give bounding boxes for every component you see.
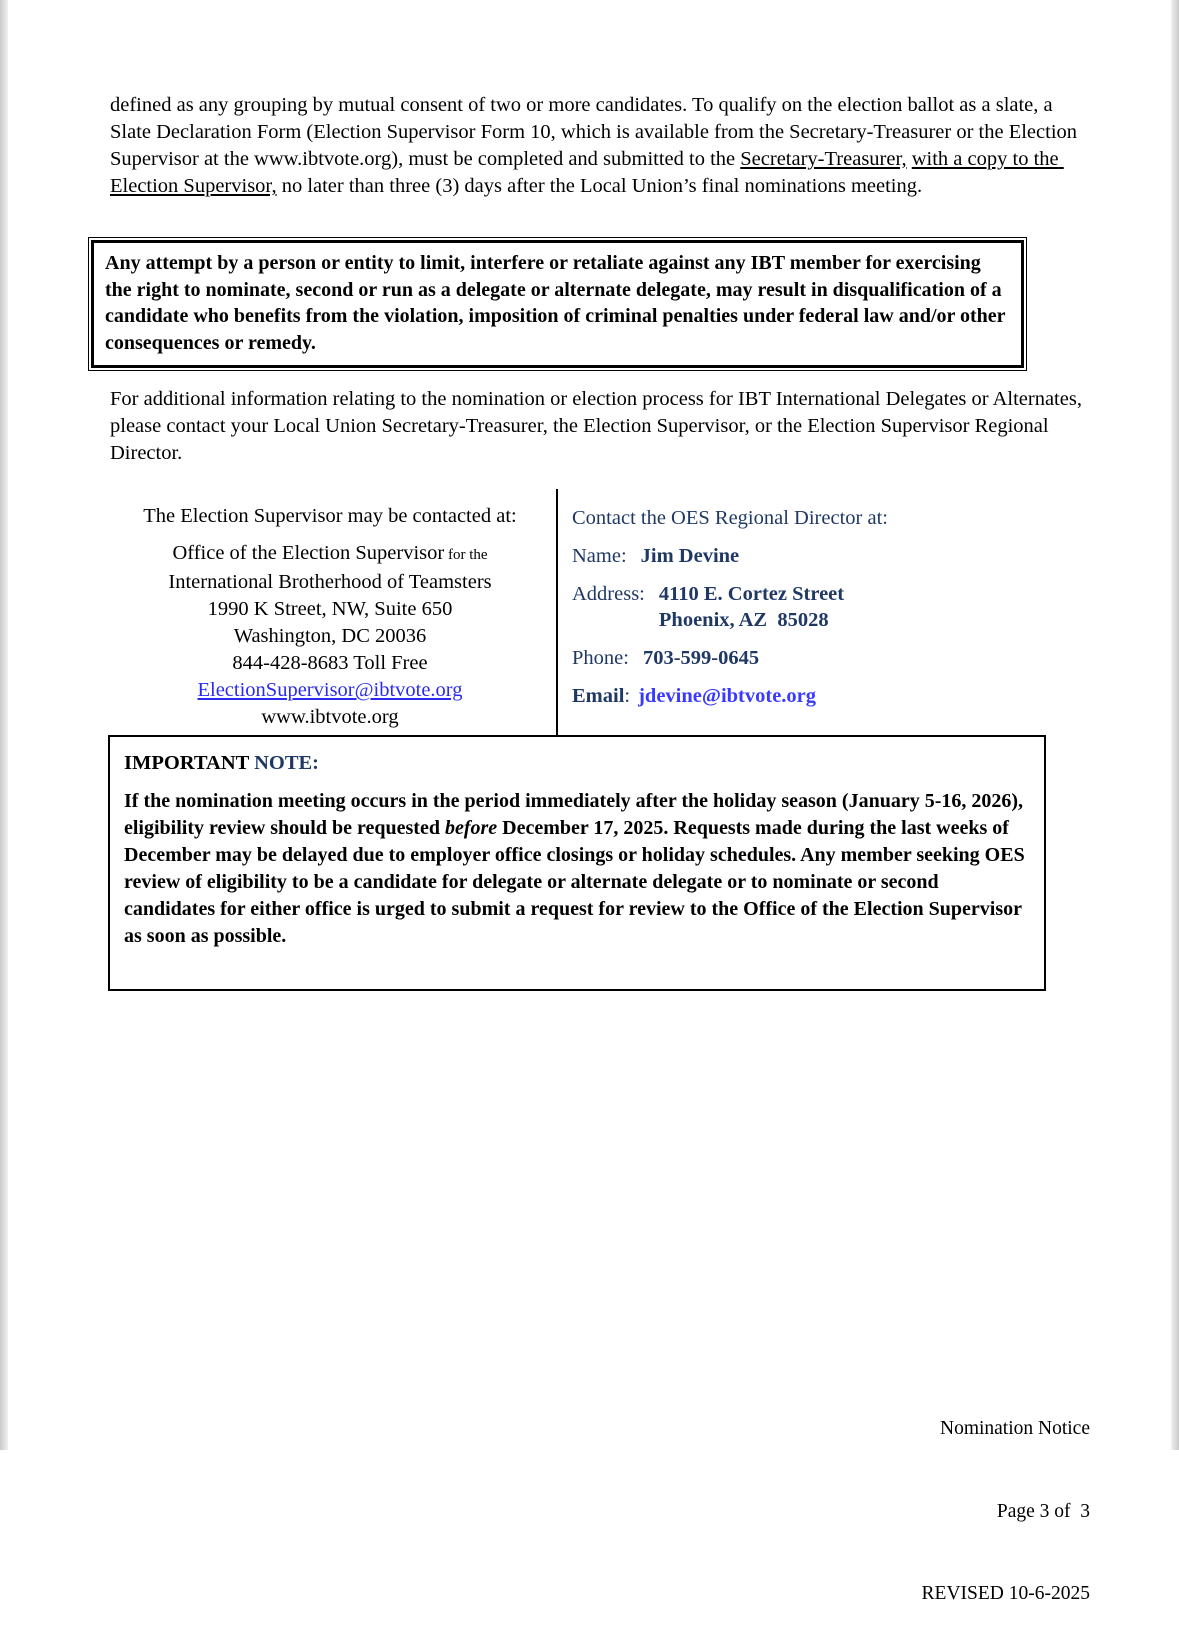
important-note-heading-navy: NOTE:: [248, 752, 320, 774]
contact-left-website: www.ibtvote.org: [261, 706, 399, 728]
contact-left-office-line: [112, 540, 548, 569]
contact-left-street: 1990 K Street, NW, Suite 650: [207, 598, 453, 620]
contact-left-org: International Brotherhood of Teamsters: [168, 571, 492, 593]
additional-info-paragraph: For additional information relating to the nomination or election process for IBT International Delegates or Alternates, please contact your Local Union Secretary-Treasurer, the Election Supervisor, or the Election Supervisor Regional Director.: [110, 388, 1088, 464]
footer-document-title: Nomination Notice: [939, 1418, 1090, 1439]
page-edge-left: [0, 0, 8, 1450]
office-name: Office of the Election Supervisor: [172, 542, 445, 564]
note-body-1: If the nomination meeting occurs in the period immediately after the holiday season (January 5-16, 2026), eligibility review should be requested: [124, 790, 1029, 839]
office-for-the: for the: [444, 547, 488, 563]
address-line-2: Phoenix, AZ 85028: [658, 609, 829, 631]
name-value: Jim Devine: [640, 545, 740, 567]
retaliation-warning-text: Any attempt by a person or entity to limit, interfere or retaliate against any IBT member for exercising the right to nominate, second or run as a delegate or alternate delegate, may result in disqualification of a candidate who benefits from the violation, imposition of criminal penalties under federal law and/or other consequences or remedy.: [91, 240, 1024, 368]
page-edge-right: [1171, 0, 1179, 1450]
phone-value: 703-599-0645: [642, 647, 760, 669]
contact-columns-divider: [556, 489, 558, 735]
note-body-before-italic: before: [444, 817, 498, 839]
election-supervisor-email-link[interactable]: ElectionSupervisor@ibtvote.org: [197, 679, 463, 701]
footer-page-number: Page 3 of 3: [996, 1500, 1090, 1522]
intro-text-1: defined as any grouping by mutual consent of two or more candidates. To qualify on the election ballot as a slate, a Slate Declaration Form (Election Supervisor Form 10, which is available from the Secretary-Treasurer or the Election Supervisor at the www.ibtvote.org), must be completed and submitted to the: [110, 94, 1083, 170]
contact-right-heading: [572, 505, 1052, 531]
page-footer: [922, 1360, 1090, 1635]
contact-left-heading: The Election Supervisor may be contacted at:: [143, 505, 517, 527]
oes-regional-director-contact-block: [572, 505, 1052, 721]
phone-label: Phone:: [572, 647, 629, 669]
contact-left-city: Washington, DC 20036: [233, 625, 427, 647]
name-label: Name:: [572, 545, 627, 567]
intro-underline-secretary-treasurer: Secretary-Treasurer,: [740, 148, 907, 170]
address-label: Address:: [572, 583, 645, 605]
contact-right-heading-text: Contact the OES Regional Director at:: [572, 507, 888, 529]
contact-right-name-row: [572, 543, 1052, 569]
contact-left-phone: 844-428-8683 Toll Free: [232, 652, 428, 674]
contact-left-email-line: [112, 677, 548, 704]
intro-paragraph: [110, 92, 1083, 200]
contact-right-phone-row: [572, 645, 1052, 671]
important-note-heading: [124, 750, 1030, 777]
important-note-heading-black: IMPORTANT: [124, 752, 249, 774]
contact-right-email-row: [572, 683, 1052, 709]
email-colon: :: [624, 685, 631, 707]
address-line-1: 4110 E. Cortez Street: [658, 583, 845, 605]
address-value: [659, 581, 844, 633]
retaliation-warning-box: [88, 237, 1027, 371]
contact-right-address-row: [572, 581, 1052, 633]
intro-underline-copy-to-supervisor: with a copy to the Election Supervisor,: [110, 148, 1064, 197]
email-label: Email: [572, 685, 625, 707]
regional-director-email-link[interactable]: jdevine@ibtvote.org: [638, 685, 817, 707]
election-supervisor-contact-block: [112, 503, 548, 731]
intro-text-3: no later than three (3) days after the Local Union’s final nominations meeting.: [276, 175, 923, 197]
important-note-box: [108, 735, 1046, 991]
important-note-body: [124, 788, 1030, 950]
note-body-2: December 17, 2025. Requests made during the last weeks of December may be delayed due to employer office closings or holiday schedules. Any member seeking OES review of eligibility to be a candidate for delegate or alternate delegate or to nominate or second candidates for either office is urged to submit a request for review to the Office of the Election Supervisor as soon as possible.: [124, 817, 1030, 947]
footer-revised-date: REVISED 10-6-2025: [921, 1583, 1090, 1604]
